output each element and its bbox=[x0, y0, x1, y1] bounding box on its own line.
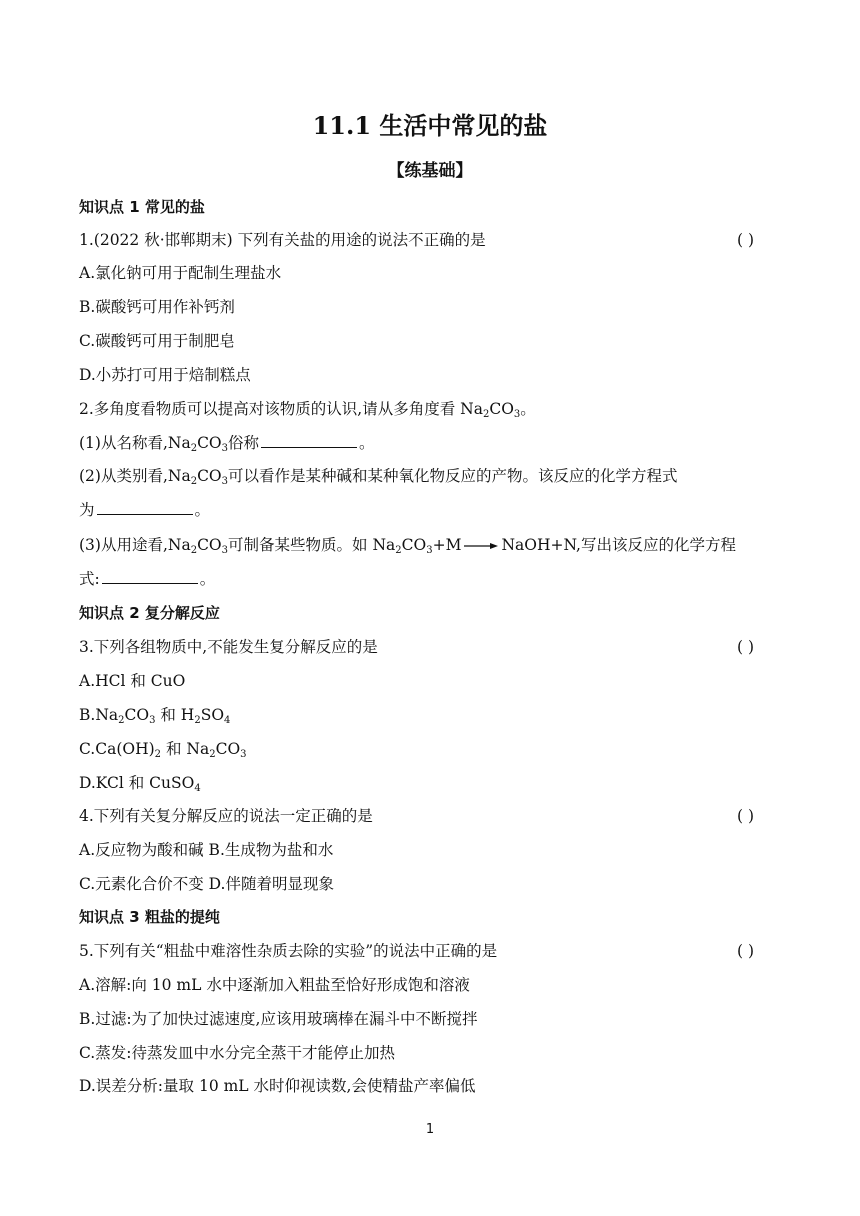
question-1-option-b: B.碳酸钙可用作补钙剂 bbox=[79, 298, 235, 316]
sub-2: 2 bbox=[482, 409, 490, 420]
question-1-option-c: C.碳酸钙可用于制肥皂 bbox=[79, 332, 235, 350]
page-title: 11.1 生活中常见的盐 bbox=[312, 111, 548, 140]
answer-blank[interactable] bbox=[97, 500, 193, 515]
sub-3: 3 bbox=[240, 749, 247, 760]
question-3-stem: 3.下列各组物质中,不能发生复分解反应的是 bbox=[79, 638, 378, 656]
page-subtitle: 【练基础】 bbox=[387, 161, 473, 181]
sub-2: 2 bbox=[190, 443, 198, 454]
question-3-option-d bbox=[79, 773, 201, 793]
sub-2: 2 bbox=[194, 715, 201, 726]
question-3-option-b bbox=[79, 705, 230, 725]
q2-p2-pre: (2)从类别看,Na bbox=[79, 467, 191, 485]
sub-3: 3 bbox=[221, 476, 229, 487]
question-1-answer-paren: ( ) bbox=[737, 231, 755, 249]
q2-p2-line2-pre: 为 bbox=[79, 501, 95, 519]
q2-p1-mid: 俗称 bbox=[228, 434, 260, 452]
co-text: CO bbox=[215, 740, 241, 758]
co-text: CO bbox=[197, 467, 222, 485]
sub-2: 2 bbox=[395, 545, 402, 556]
q2-p3-line2-end: 。 bbox=[199, 570, 216, 588]
question-2-stem bbox=[79, 399, 536, 419]
sub-2: 2 bbox=[118, 715, 125, 726]
q3-b-pre: B.Na bbox=[79, 706, 119, 724]
question-3-answer-paren: ( ) bbox=[737, 638, 755, 656]
co-text: CO bbox=[197, 434, 222, 452]
q2-p3-mid: 可制备某些物质。如 Na bbox=[228, 536, 396, 554]
question-2-part-3-line-2 bbox=[79, 569, 215, 589]
q2-p1-pre: (1)从名称看,Na bbox=[79, 434, 191, 452]
sub-4: 4 bbox=[224, 715, 231, 726]
sub-3: 3 bbox=[149, 715, 156, 726]
q2-stem-end: 。 bbox=[520, 400, 536, 418]
question-5-option-a: A.溶解:向 10 mL 水中逐渐加入粗盐至恰好形成饱和溶液 bbox=[79, 976, 470, 994]
question-2-part-2-line-2 bbox=[79, 500, 210, 520]
question-4-options-ab: A.反应物为酸和碱 B.生成物为盐和水 bbox=[79, 841, 334, 859]
question-2-part-1 bbox=[79, 433, 375, 453]
sub-3: 3 bbox=[221, 545, 229, 556]
question-5-stem: 5.下列有关“粗盐中难溶性杂质去除的实验”的说法中正确的是 bbox=[79, 942, 498, 960]
co-text: CO bbox=[401, 536, 427, 554]
section-heading-1: 知识点 1 常见的盐 bbox=[79, 198, 205, 216]
q3-d-pre: D.KCl 和 CuSO bbox=[79, 774, 195, 792]
sub-3: 3 bbox=[221, 443, 229, 454]
answer-blank[interactable] bbox=[261, 433, 357, 448]
sub-2: 2 bbox=[190, 476, 198, 487]
question-1-option-a: A.氯化钠可用于配制生理盐水 bbox=[79, 264, 282, 282]
question-4-answer-paren: ( ) bbox=[737, 807, 755, 825]
q3-c-pre: C.Ca(OH) bbox=[79, 740, 155, 758]
question-5-answer-paren: ( ) bbox=[737, 942, 755, 960]
q3-b-mid: 和 H bbox=[155, 706, 195, 724]
co-text: CO bbox=[124, 706, 150, 724]
question-4-options-cd: C.元素化合价不变 D.伴随着明显现象 bbox=[79, 875, 334, 893]
question-2-part-2 bbox=[79, 466, 678, 486]
q2-p2-line2-end: 。 bbox=[194, 501, 211, 519]
q2-p3-post: NaOH+N,写出该反应的化学方程 bbox=[501, 536, 736, 554]
so-text: SO bbox=[200, 706, 225, 724]
question-3-option-a: A.HCl 和 CuO bbox=[79, 672, 186, 690]
question-2-part-3 bbox=[79, 535, 736, 555]
q2-p2-mid: 可以看作是某种碱和某种氧化物反应的产物。该反应的化学方程式 bbox=[228, 467, 678, 485]
sub-3: 3 bbox=[513, 409, 521, 420]
q2-p3-mid2: +M bbox=[432, 536, 462, 554]
page-number: 1 bbox=[425, 1122, 435, 1137]
question-5-option-c: C.蒸发:待蒸发皿中水分完全蒸干才能停止加热 bbox=[79, 1044, 395, 1062]
q3-c-mid: 和 Na bbox=[161, 740, 210, 758]
sub-2: 2 bbox=[154, 749, 162, 760]
reaction-arrow-icon bbox=[463, 541, 499, 551]
q2-p3-line2-pre: 式: bbox=[79, 570, 100, 588]
question-3-option-c bbox=[79, 739, 247, 759]
q2-stem-text: 2.多角度看物质可以提高对该物质的认识,请从多角度看 Na bbox=[79, 400, 483, 418]
co-text: CO bbox=[489, 400, 514, 418]
q2-p3-pre: (3)从用途看,Na bbox=[79, 536, 191, 554]
sub-2: 2 bbox=[190, 545, 198, 556]
section-heading-3: 知识点 3 粗盐的提纯 bbox=[79, 908, 220, 926]
sub-4: 4 bbox=[194, 783, 201, 794]
answer-blank[interactable] bbox=[102, 569, 198, 584]
question-1-option-d: D.小苏打可用于焙制糕点 bbox=[79, 366, 251, 384]
co-text: CO bbox=[197, 536, 222, 554]
sub-2: 2 bbox=[209, 749, 216, 760]
question-5-option-d: D.误差分析:量取 10 mL 水时仰视读数,会使精盐产率偏低 bbox=[79, 1077, 476, 1095]
question-1-stem: 1.(2022 秋·邯郸期末) 下列有关盐的用途的说法不正确的是 bbox=[79, 231, 486, 249]
q2-p1-end: 。 bbox=[359, 434, 375, 452]
sub-3: 3 bbox=[426, 545, 433, 556]
question-4-stem: 4.下列有关复分解反应的说法一定正确的是 bbox=[79, 807, 373, 825]
section-heading-2: 知识点 2 复分解反应 bbox=[79, 604, 220, 622]
question-5-option-b: B.过滤:为了加快过滤速度,应该用玻璃棒在漏斗中不断搅拌 bbox=[79, 1010, 478, 1028]
